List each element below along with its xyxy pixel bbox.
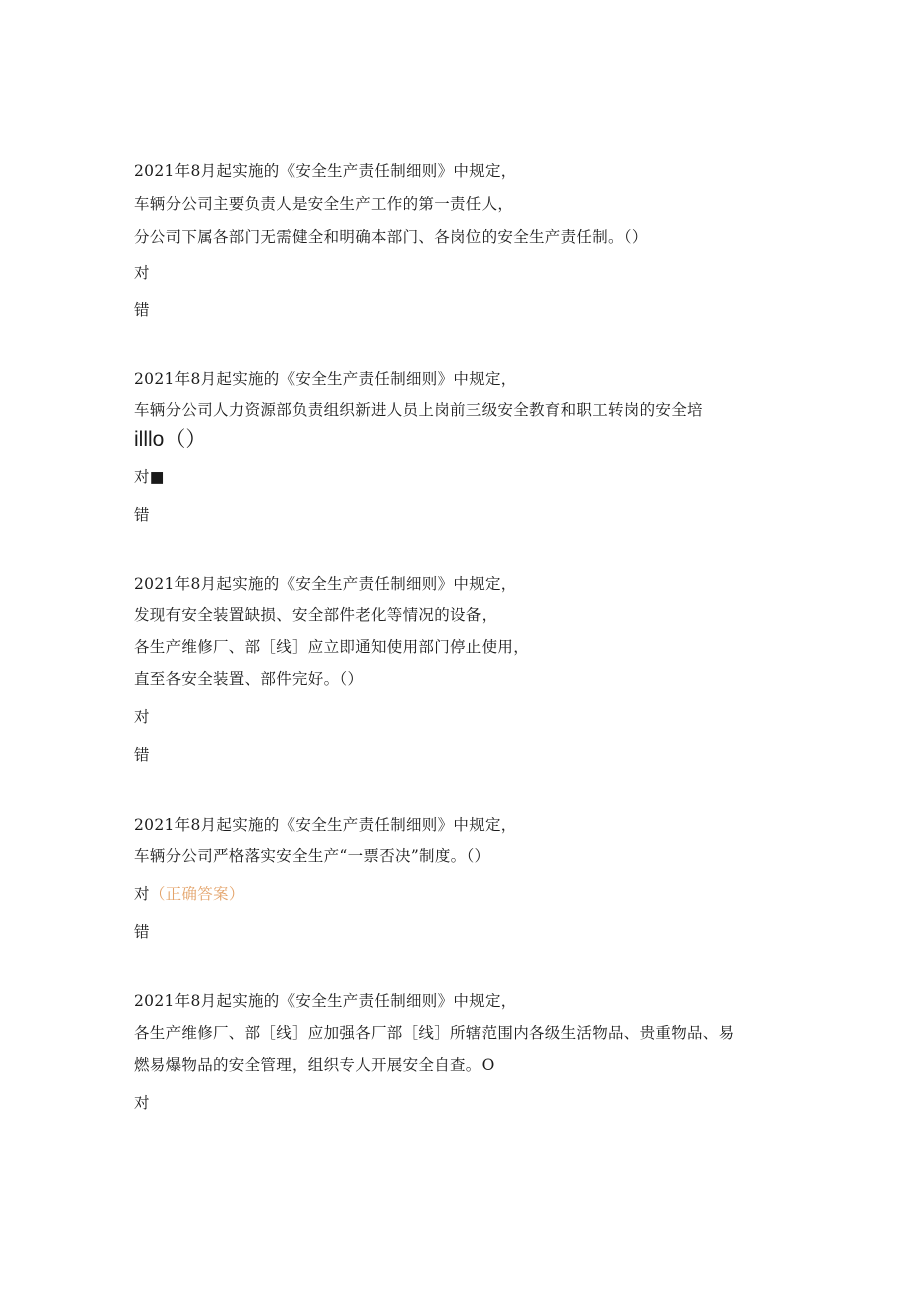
- question-5-line-3: 燃易爆物品的安全管理，组织专人开展安全自查。O: [134, 1056, 495, 1074]
- question-4-line-1: 2021年8月起实施的《安全生产责任制细则》中规定，: [134, 816, 517, 834]
- question-3-line-3: 各生产维修厂、部［线］应立即通知使用部门停止使用，: [134, 638, 530, 656]
- question-3-line-2: 发现有安全装置缺损、安全部件老化等情况的设备，: [134, 606, 498, 624]
- question-1-option-false: 错: [134, 301, 150, 319]
- question-5-line-1: 2021年8月起实施的《安全生产责任制细则》中规定，: [134, 992, 517, 1010]
- question-1-line-3: 分公司下属各部门无需健全和明确本部门、各岗位的安全生产责任制。（）: [134, 228, 648, 246]
- question-5-option-true: 对: [134, 1094, 150, 1112]
- question-1-option-true: 对: [134, 264, 150, 282]
- question-3-line-4: 直至各安全装置、部件完好。（）: [134, 670, 364, 688]
- question-4-option-true: [134, 884, 245, 904]
- question-2-line-3: illlo（）: [134, 428, 207, 451]
- question-4-option-false: 错: [134, 923, 150, 941]
- question-3-option-true: 对: [134, 708, 150, 726]
- question-5-line-2: 各生产维修厂、部［线］应加强各厂部［线］所辖范围内各级生活物品、贵重物品、易: [134, 1024, 735, 1042]
- question-3-line-1: 2021年8月起实施的《安全生产责任制细则》中规定，: [134, 575, 517, 593]
- question-2-option-false: 错: [134, 506, 150, 524]
- question-2-option-true: 对■: [134, 468, 165, 486]
- question-1-line-1: 2021年8月起实施的《安全生产责任制细则》中规定，: [134, 162, 517, 180]
- question-2-line-1: 2021年8月起实施的《安全生产责任制细则》中规定，: [134, 370, 517, 388]
- question-3-option-false: 错: [134, 746, 150, 764]
- correct-answer-hint: （正确答案）: [149, 885, 245, 903]
- option-true-label: 对: [134, 885, 150, 903]
- question-4-line-2: 车辆分公司严格落实安全生产“一票否决”制度。（）: [134, 847, 491, 865]
- question-1-line-2: 车辆分公司主要负责人是安全生产工作的第一责任人，: [134, 195, 514, 213]
- question-2-line-2: 车辆分公司人力资源部负责组织新进人员上岗前三级安全教育和职工转岗的安全培: [134, 401, 703, 419]
